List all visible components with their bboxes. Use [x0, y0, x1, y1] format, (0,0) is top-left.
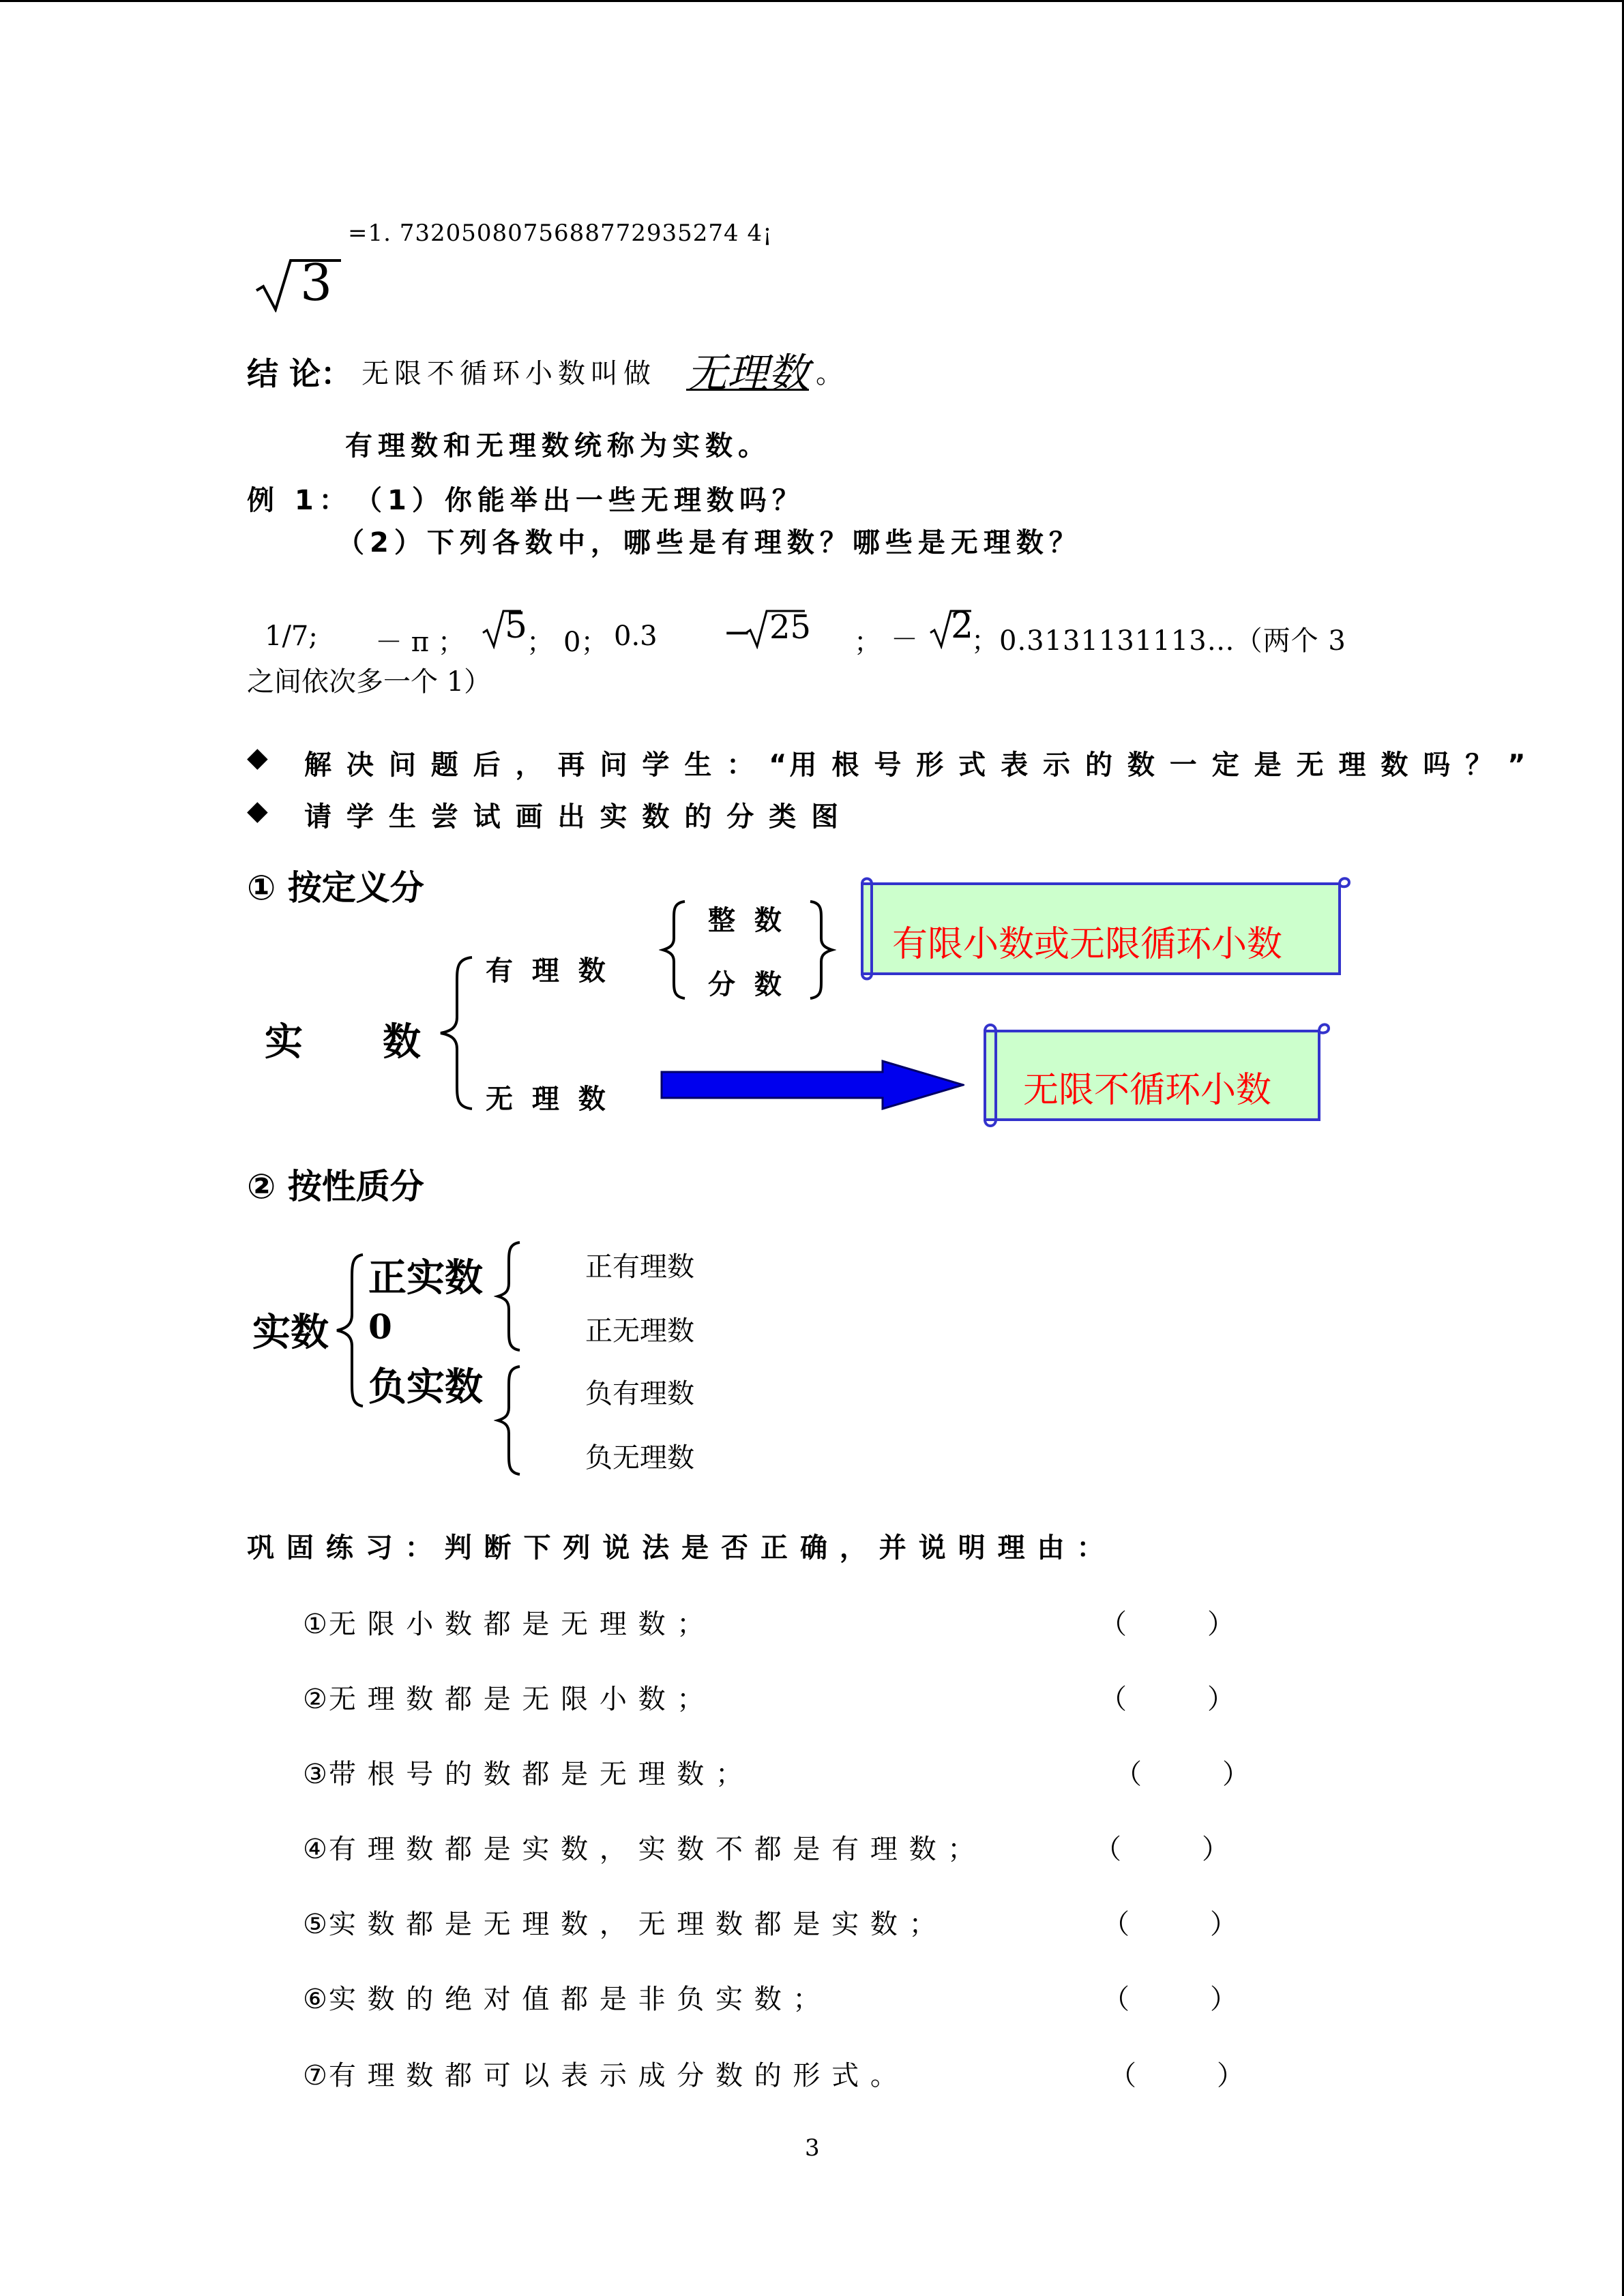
- answer-paren-close: ）: [1210, 1984, 1237, 2015]
- practice-item-2: ②无 理 数 都 是 无 限 小 数 ；: [303, 1684, 706, 1715]
- class1-irrational: 无 理 数: [486, 1084, 606, 1115]
- class2-positive-real: 正实数: [368, 1255, 483, 1300]
- answer-paren-open[interactable]: （: [1099, 1684, 1127, 1715]
- class2-negative-rational: 负有理数: [585, 1378, 694, 1410]
- classification-2-heading: ② 按性质分: [247, 1167, 424, 1206]
- left-brace-icon: [659, 899, 689, 1001]
- class2-positive-rational: 正有理数: [585, 1251, 694, 1283]
- separator: ；: [527, 627, 554, 658]
- bullet-item-1: 解 决 问 题 后 ， 再 问 学 生 ： “用 根 号 形 式 表 示 的 数 一 定 是 无 理 数 吗 ？ ”: [304, 749, 1529, 781]
- class2-negative-real: 负实数: [368, 1365, 483, 1410]
- practice-item-7: ⑦有 理 数 都 可 以 表 示 成 分 数 的 形 式 。: [303, 2060, 899, 2091]
- practice-item-4: ④有 理 数 都 是 实 数 ， 实 数 不 都 是 有 理 数 ；: [303, 1834, 977, 1865]
- answer-paren-close: ）: [1210, 1909, 1237, 1940]
- answer-paren-open[interactable]: （: [1109, 2060, 1136, 2091]
- conclusion-end: 。: [816, 358, 843, 389]
- conclusion-label: 结 论：: [247, 355, 353, 392]
- number-sqrt5-radicand: 5: [505, 606, 528, 646]
- conclusion-text: 无限不循环小数叫做: [361, 358, 656, 389]
- class2-zero: 0: [368, 1307, 392, 1347]
- number-zero: 0；: [563, 627, 608, 658]
- scroll-finite-or-repeating-decimal: 有限小数或无限循环小数: [892, 924, 1283, 965]
- top-border: [0, 0, 1624, 2]
- example1-question2: （2）下列各数中，哪些是有理数？哪些是无理数？: [337, 527, 1082, 558]
- answer-paren-open[interactable]: （: [1102, 1984, 1130, 2015]
- bullet-diamond-icon: ◆: [247, 795, 268, 826]
- answer-paren-open[interactable]: （: [1114, 1759, 1142, 1790]
- number-0-3: 0.3: [614, 621, 658, 652]
- sqrt3-radicand: 3: [300, 254, 333, 312]
- class1-rational: 有 理 数: [486, 955, 606, 987]
- sqrt3-value: =1. 7320508075688772935274 4¡: [348, 220, 773, 247]
- minus-sign: －: [891, 624, 918, 655]
- bullet-diamond-icon: ◆: [247, 742, 268, 773]
- separator: ；: [854, 627, 881, 658]
- scroll-nonrepeating-decimal: 无限不循环小数: [1023, 1070, 1272, 1111]
- answer-paren-close: ）: [1222, 1759, 1250, 1790]
- practice-item-6: ⑥实 数 的 绝 对 值 都 是 非 负 实 数 ；: [303, 1984, 822, 2015]
- number-nonrepeating: ；0.3131131113…（两个 3: [971, 625, 1346, 657]
- left-brace-icon: [494, 1364, 524, 1477]
- answer-paren-close: ）: [1207, 1609, 1235, 1640]
- right-arrow-icon: [660, 1060, 964, 1110]
- right-brace-icon: [806, 899, 836, 1001]
- minus-sign: −: [723, 612, 752, 652]
- left-brace-icon: [494, 1240, 524, 1353]
- answer-paren-open[interactable]: （: [1099, 1609, 1127, 1640]
- class2-root-real-numbers: 实数: [252, 1310, 329, 1355]
- class1-root-real-numbers: 实 数: [265, 1020, 421, 1064]
- bullet-item-2: 请 学 生 尝 试 画 出 实 数 的 分 类 图: [304, 801, 842, 833]
- number-sqrt2-radicand: 2: [951, 606, 974, 646]
- answer-paren-open[interactable]: （: [1102, 1909, 1130, 1940]
- answer-paren-close: ）: [1202, 1834, 1229, 1865]
- left-brace-icon: [333, 1252, 367, 1409]
- practice-item-5: ⑤实 数 都 是 无 理 数 ， 无 理 数 都 是 实 数 ；: [303, 1909, 938, 1940]
- example1-question1: （1）你能举出一些无理数吗？: [355, 485, 805, 516]
- real-number-definition: 有理数和无理数统称为实数。: [345, 430, 771, 462]
- page-number: 3: [805, 2134, 820, 2162]
- practice-item-1: ①无 限 小 数 都 是 无 理 数 ；: [303, 1609, 706, 1640]
- practice-item-3: ③带 根 号 的 数 都 是 无 理 数 ；: [303, 1759, 745, 1790]
- class1-fraction: 分 数: [708, 969, 782, 1000]
- example1-prefix: 例 1：: [247, 485, 352, 516]
- number-1-7: 1/7;: [265, 621, 318, 652]
- number-neg-pi: － π ；: [375, 627, 465, 658]
- class2-negative-irrational: 负无理数: [585, 1442, 694, 1474]
- class2-positive-irrational: 正无理数: [585, 1315, 694, 1347]
- classification-1-heading: ① 按定义分: [247, 868, 424, 908]
- left-brace-icon: [437, 955, 477, 1112]
- practice-heading: 巩 固 练 习 ： 判 断 下 列 说 法 是 否 正 确 ， 并 说 明 理 由 ：: [247, 1532, 1106, 1564]
- answer-paren-open[interactable]: （: [1094, 1834, 1121, 1865]
- conclusion-term: 无理数: [686, 350, 809, 398]
- numbers-line-continuation: 之间依次多一个 1）: [247, 666, 492, 698]
- class1-integer: 整 数: [708, 905, 782, 936]
- answer-paren-close: ）: [1207, 1684, 1235, 1715]
- number-sqrt25-radicand: 25: [769, 608, 812, 646]
- answer-paren-close: ）: [1217, 2060, 1244, 2091]
